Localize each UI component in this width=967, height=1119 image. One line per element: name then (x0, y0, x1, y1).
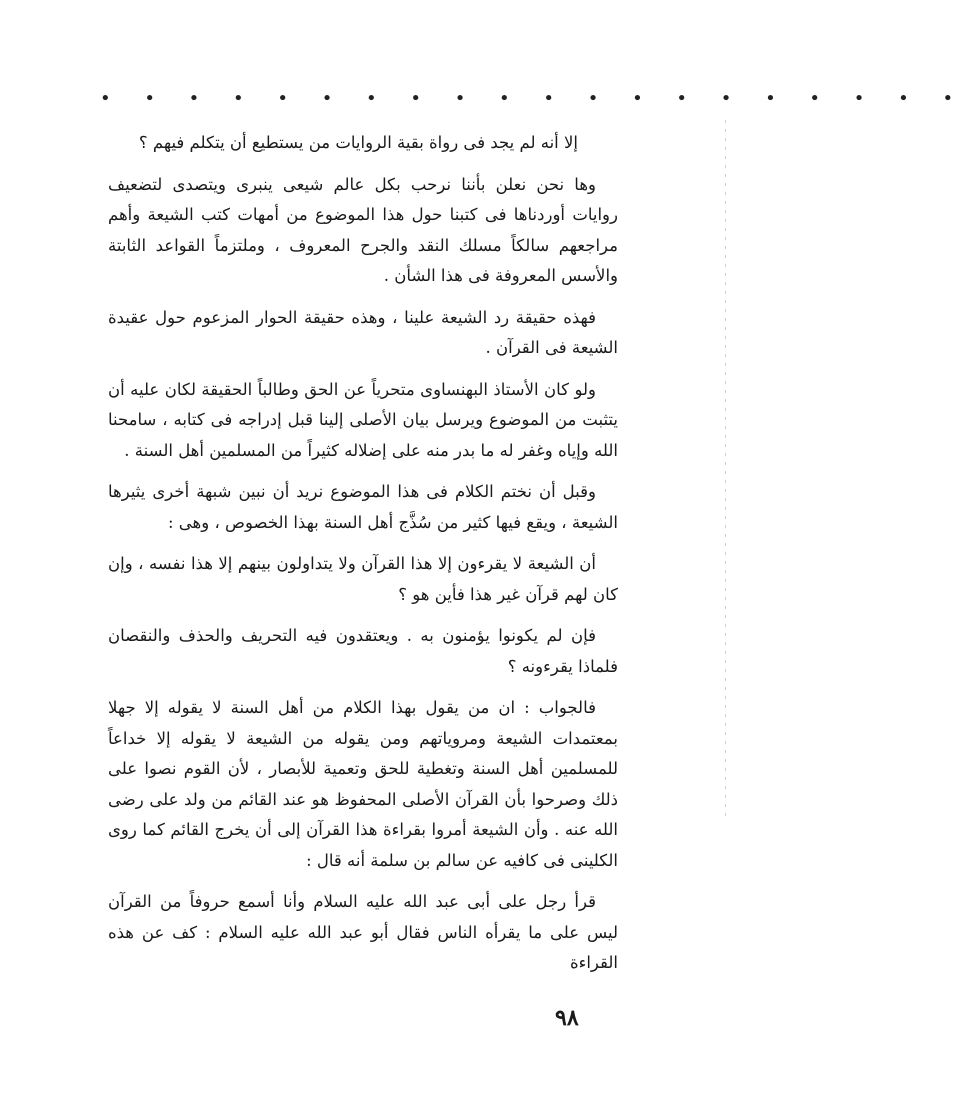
header-dots-divider: • • • • • • • • • • • • • • • • • • • • (100, 88, 967, 109)
paragraph: إلا أنه لم يجد فى رواة بقية الروايات من يستطيع أن يتكلم فيهم ؟ (138, 133, 578, 152)
paragraph: فهذه حقيقة رد الشيعة علينا ، وهذه حقيقة الحوار المزعوم حول عقيدة الشيعة فى القرآن . (108, 307, 618, 357)
paragraph: أن الشيعة لا يقرءون إلا هذا القرآن ولا يتداولون بينهم إلا هذا نفسه ، وإن كان لهم قرآن غير هذا فأين هو ؟ (108, 554, 618, 604)
scan-edge-line (725, 120, 726, 820)
paragraph: وها نحن نعلن بأننا نرحب بكل عالم شيعى ينبرى ويتصدى لتضعيف روايات أوردناها فى كتبنا حول هذا الموضوع من أمهات كتب الشيعة وأهم مراجعهم سالكاً مسلك النقد والجرح المعروف ، وملتزماً القواعد الثابتة والأسس المعروفة فى هذا الشأن . (108, 174, 618, 285)
paragraph: فإن لم يكونوا يؤمنون به . ويعتقدون فيه التحريف والحذف والنقصان فلماذا يقرءونه ؟ (108, 626, 618, 676)
paragraph: فالجواب : ان من يقول بهذا الكلام من أهل السنة لا يقوله إلا جهلا بمعتمدات الشيعة ومروياتهم ومن يقوله من الشيعة لا يقوله إلا خداعاً للمسلمين أهل السنة وتغطية للحق وتعمية للأبصار ، لأن القوم نصوا على ذلك وصرحوا بأن القرآن الأصلى المحفوظ هو عند القائم من ولد على رضى الله عنه . وأن الشيعة أمروا بقراءة هذا القرآن إلى أن يخرج القائم كما روى الكلينى فى كافيه عن سالم بن سلمة أنه قال : (108, 698, 618, 870)
page-number: ٩٨ (555, 1005, 579, 1031)
paragraph: قرأ رجل على أبى عبد الله عليه السلام وأنا أسمع حروفاً من القرآن ليس على ما يقرأه الناس فقال أبو عبد الله عليه السلام : كف عن هذه القراءة (108, 892, 618, 972)
paragraph: وقبل أن نختم الكلام فى هذا الموضوع نريد أن نبين شبهة أخرى يثيرها الشيعة ، ويقع فيها كثير من سُذَّج أهل السنة بهذا الخصوص ، وهى : (108, 482, 618, 532)
body-text (108, 128, 618, 990)
paragraph: ولو كان الأستاذ البهنساوى متحرياً عن الحق وطالباً الحقيقة لكان عليه أن يتثبت من الموضوع ويرسل بيان الأصلى إلينا قبل إدراجه فى كتابه ، سامحنا الله وإياه وغفر له ما بدر منه على إضلاله كثيراً من المسلمين أهل السنة . (108, 379, 618, 460)
